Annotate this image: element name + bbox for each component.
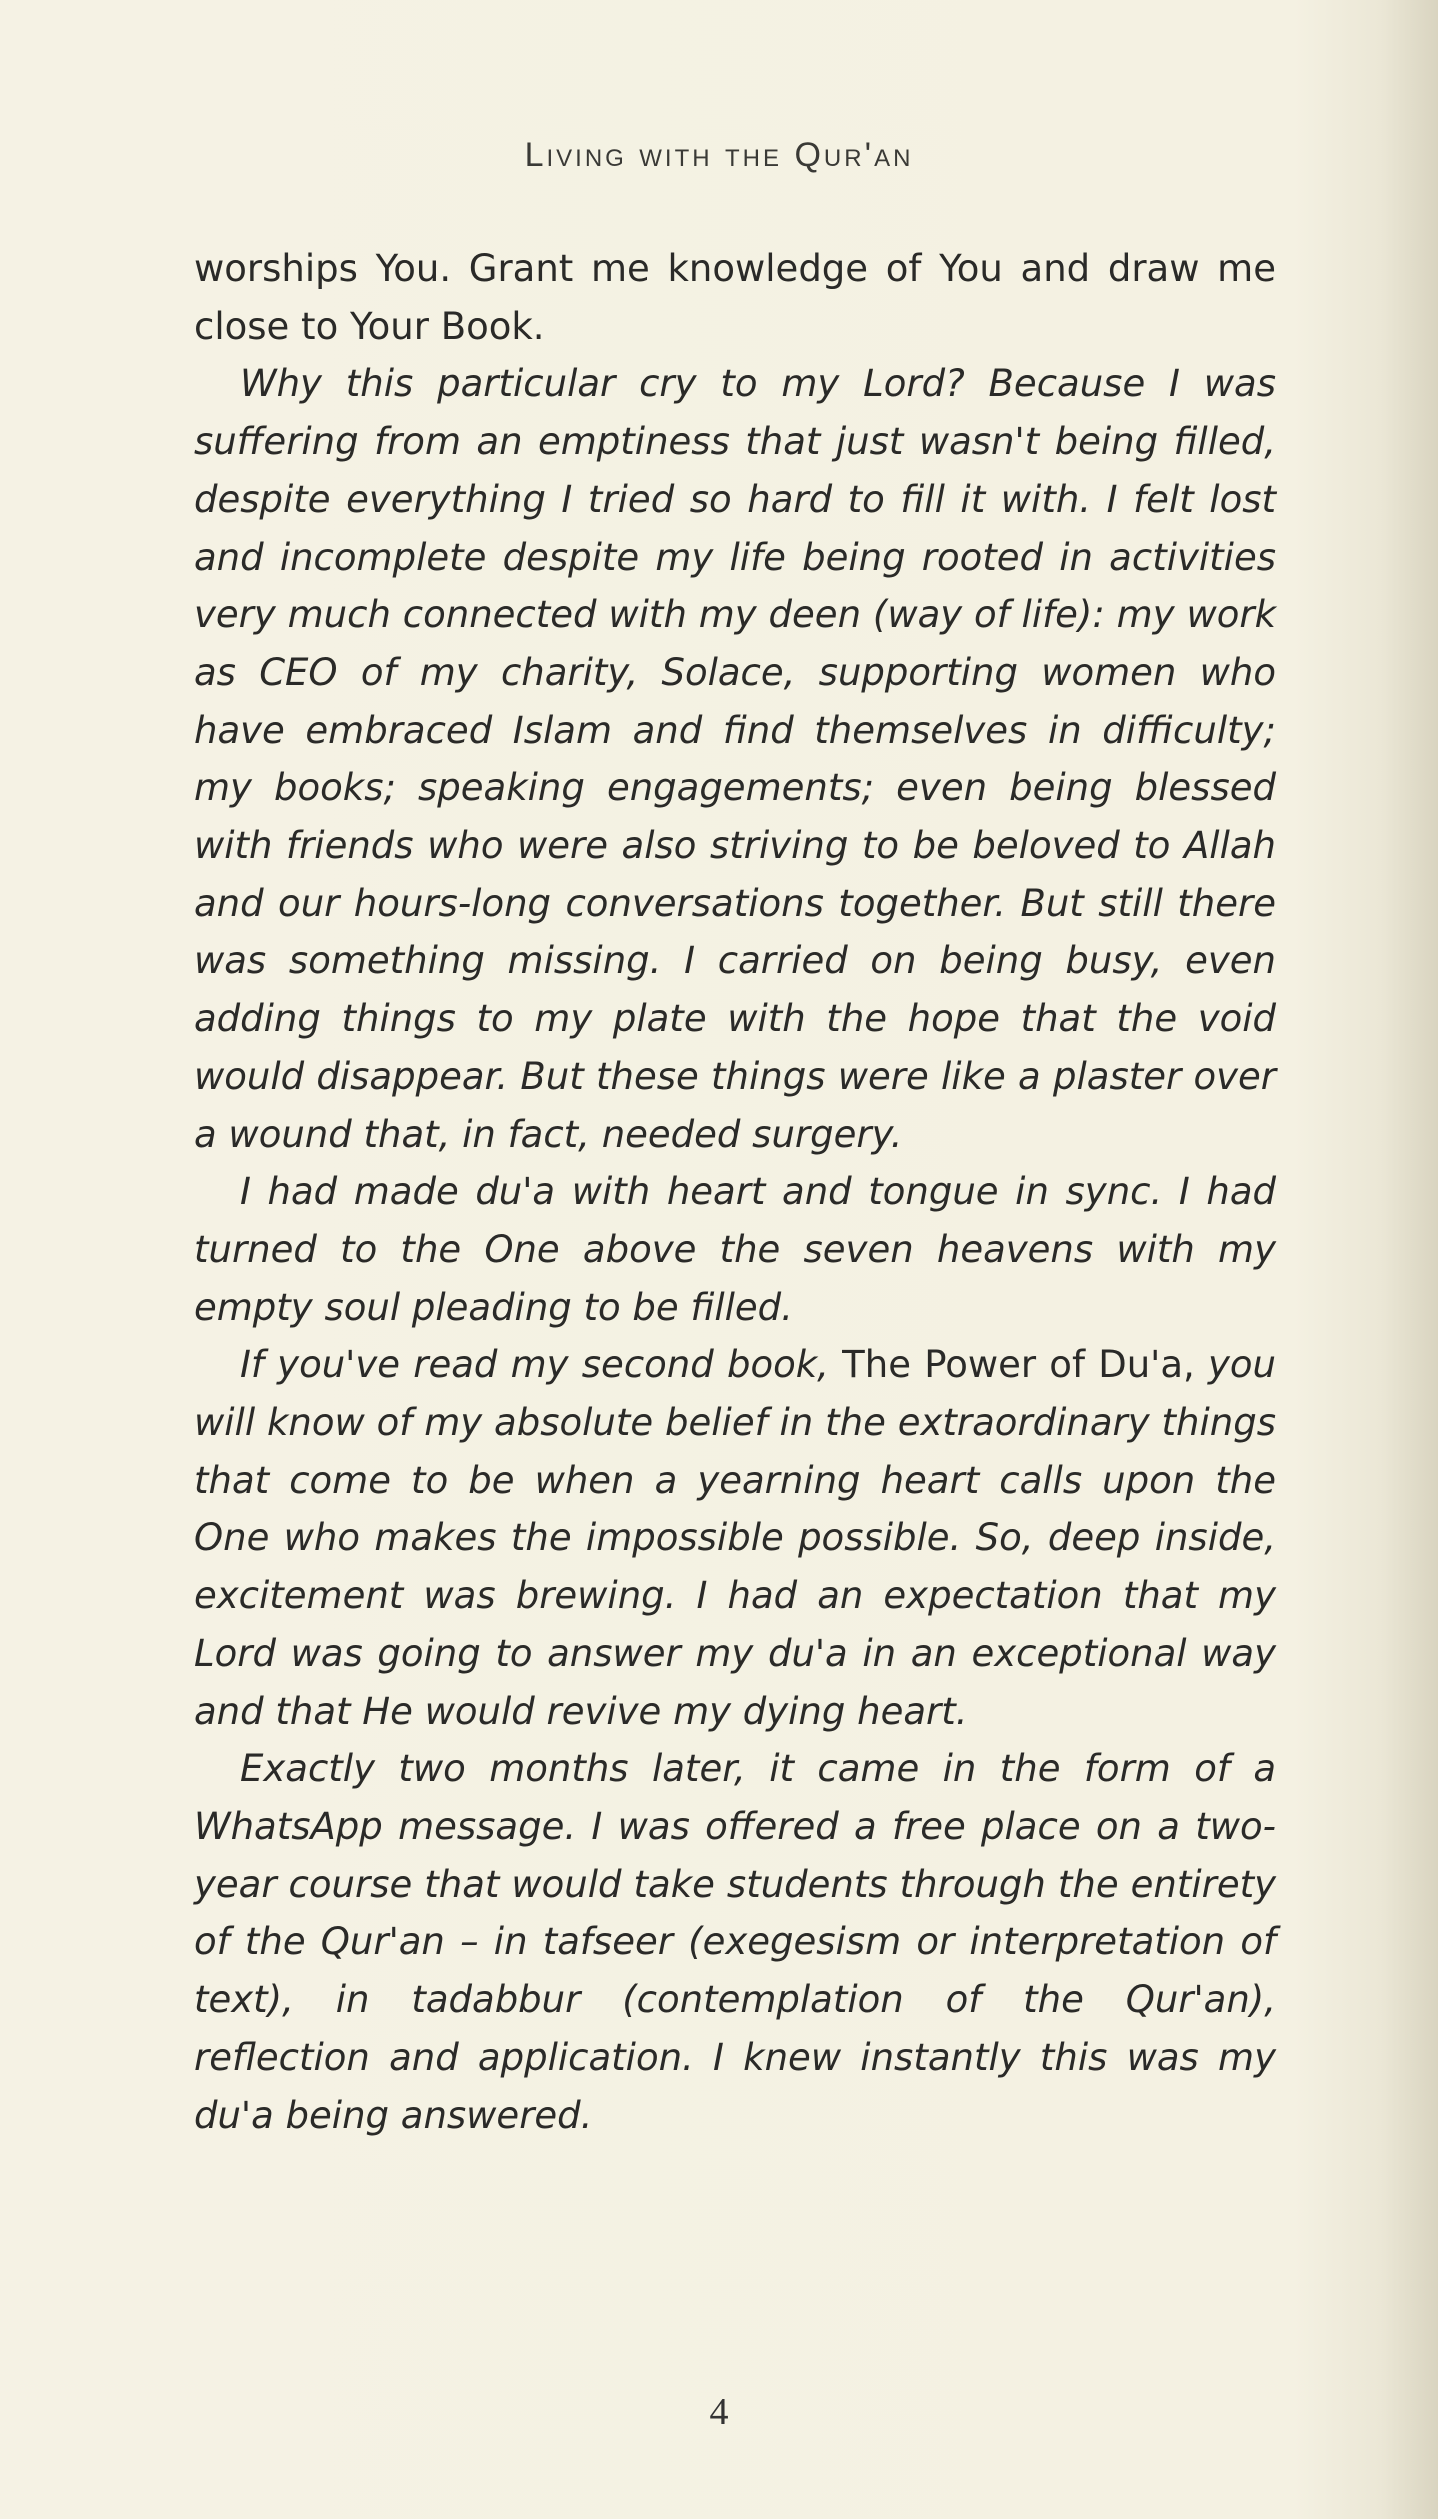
body-text	[194, 240, 1276, 2144]
paragraph-4	[194, 1336, 1276, 1740]
book-title: The Power of Du'a,	[842, 1343, 1195, 1387]
page-number: 4	[709, 2391, 729, 2433]
running-head: Living with the Qur'an	[524, 136, 914, 174]
paragraph-2: Why this particular cry to my Lord? Because I was suffering from an emptiness that just wasn't being filled, despite everything I tried so hard to fill it with. I felt lost and incomplete despite my life being rooted in activities very much connected with my deen (way of life): my work as CEO of my charity, Solace, supporting women who have embraced Islam and find themselves in difficulty; my books; speaking engagements; even being blessed with friends who were also striving to be beloved to Allah and our hours-long conversations together. But still there was something missing. I carried on being busy, even adding things to my plate with the hope that the void would disappear. But these things were like a plaster over a wound that, in fact, needed surgery.	[194, 362, 1276, 1156]
paragraph-5: Exactly two months later, it came in the form of a WhatsApp message. I was offered a free place on a two-year course that would take students through the entirety of the Qur'an – in tafseer (exegesism or interpretation of text), in tadabbur (contemplation of the Qur'an), reflection and application. I knew instantly this was my du'a being answered.	[194, 1747, 1276, 2137]
paragraph-3: I had made du'a with heart and tongue in sync. I had turned to the One above the seven heavens with my empty soul pleading to be filled.	[194, 1170, 1276, 1329]
paragraph-4-start: If you've read my second book,	[240, 1343, 843, 1387]
paragraph-4-end: you will know of my absolute belief in the extraordinary things that come to be when a yearning heart calls upon the One who makes the impossible possible. So, deep inside, excitement was brewing. I had an expectation that my Lord was going to answer my du'a in an exceptional way and that He would revive my dying heart.	[194, 1343, 1276, 1733]
paragraph-1: worships You. Grant me knowledge of You and draw me close to Your Book.	[194, 247, 1276, 348]
